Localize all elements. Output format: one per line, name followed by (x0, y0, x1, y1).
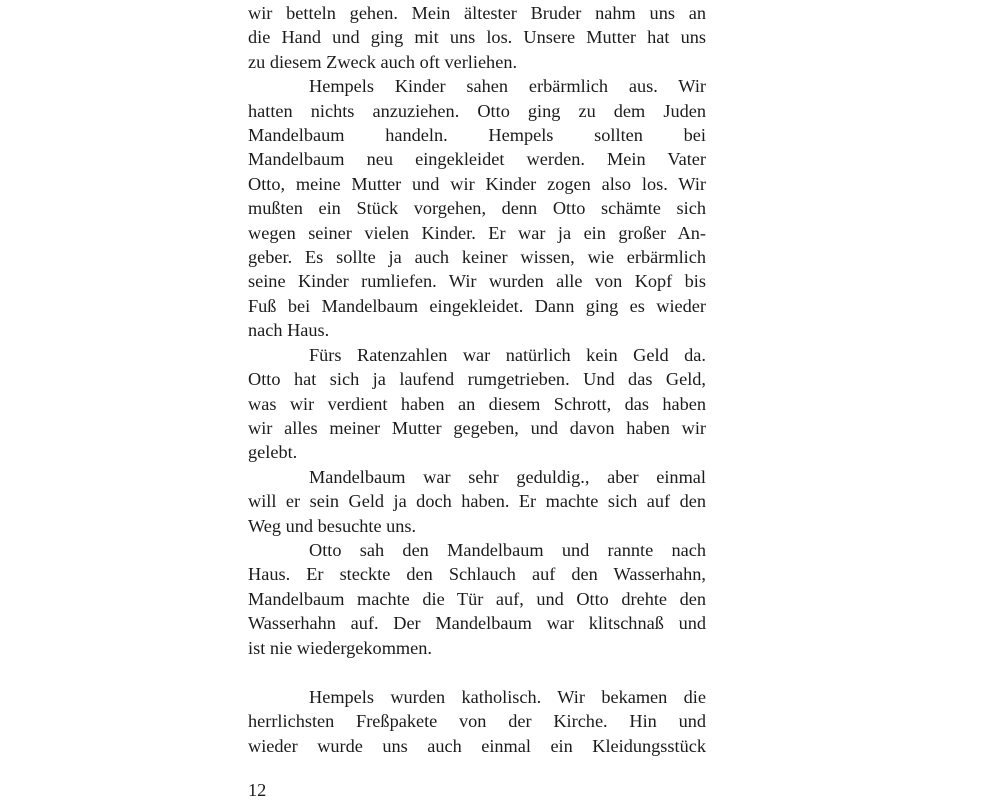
text-line: Hempels wurden katholisch. Wir bekamen die (309, 686, 706, 707)
text-line: Otto sah den Mandelbaum und rannte nach (309, 539, 706, 560)
text-line: wir betteln gehen. Mein ältester Bruder nahm uns an (248, 3, 706, 23)
text-line: seine Kinder rumliefen. Wir wurden alle von Kopf bis (248, 271, 706, 292)
paragraph-2 (248, 74, 706, 342)
text-line: nach Haus. (248, 320, 330, 341)
paragraph-1 (248, 1, 706, 74)
text-line: Mandelbaum handeln. Hempels sollten bei (248, 125, 706, 146)
text-line: mußten ein Stück vorgehen, denn Otto schämte sich (248, 198, 706, 219)
text-line: geber. Es sollte ja auch keiner wissen, wie erbärmlich (248, 247, 706, 268)
page-number: 12 (248, 780, 267, 800)
text-line: wir alles meiner Mutter gegeben, und davon haben wir (248, 417, 706, 438)
text-line: ist nie wiedergekommen. (248, 637, 432, 658)
text-line: zu diesem Zweck auch oft verliehen. (248, 51, 518, 72)
text-line: Mandelbaum machte die Tür auf, und Otto drehte den (248, 588, 706, 609)
text-line: gelebt. (248, 442, 298, 463)
text-line: hatten nichts anzuziehen. Otto ging zu dem Juden (248, 100, 706, 121)
paragraph-4 (248, 465, 706, 538)
text-line: Wasserhahn auf. Der Mandelbaum war klitschnaß und (248, 613, 706, 634)
text-line: herrlichsten Freßpakete von der Kirche. Hin und (248, 711, 706, 732)
text-line: wegen seiner vielen Kinder. Er war ja ein großer An- (248, 222, 706, 243)
text-line: Mandelbaum neu eingekleidet werden. Mein Vater (248, 149, 706, 170)
text-line: Hempels Kinder sahen erbärmlich aus. Wir (309, 76, 706, 97)
text-line: Otto, meine Mutter und wir Kinder zogen also los. Wir (248, 173, 706, 194)
paragraph-5 (248, 538, 706, 660)
paragraph-gap (248, 660, 706, 685)
text-line: Otto hat sich ja laufend rumgetrieben. Und das Geld, (248, 369, 706, 390)
text-line: Haus. Er steckte den Schlauch auf den Wasserhahn, (248, 564, 706, 585)
text-line: wieder wurde uns auch einmal ein Kleidungsstück (248, 735, 706, 756)
text-line: Mandelbaum war sehr geduldig., aber einmal (309, 466, 706, 487)
text-line: Fuß bei Mandelbaum eingekleidet. Dann ging es wieder (248, 295, 706, 316)
text-line: Fürs Ratenzahlen war natürlich kein Geld da. (309, 344, 706, 365)
text-line: Weg und besuchte uns. (248, 515, 417, 536)
text-line: was wir verdient haben an diesem Schrott, das haben (248, 393, 706, 414)
paragraph-3 (248, 343, 706, 465)
text-line: will er sein Geld ja doch haben. Er machte sich auf den (248, 491, 706, 512)
text-line: die Hand und ging mit uns los. Unsere Mutter hat uns (248, 27, 706, 48)
paragraph-6 (248, 685, 706, 758)
body-text (248, 1, 706, 758)
